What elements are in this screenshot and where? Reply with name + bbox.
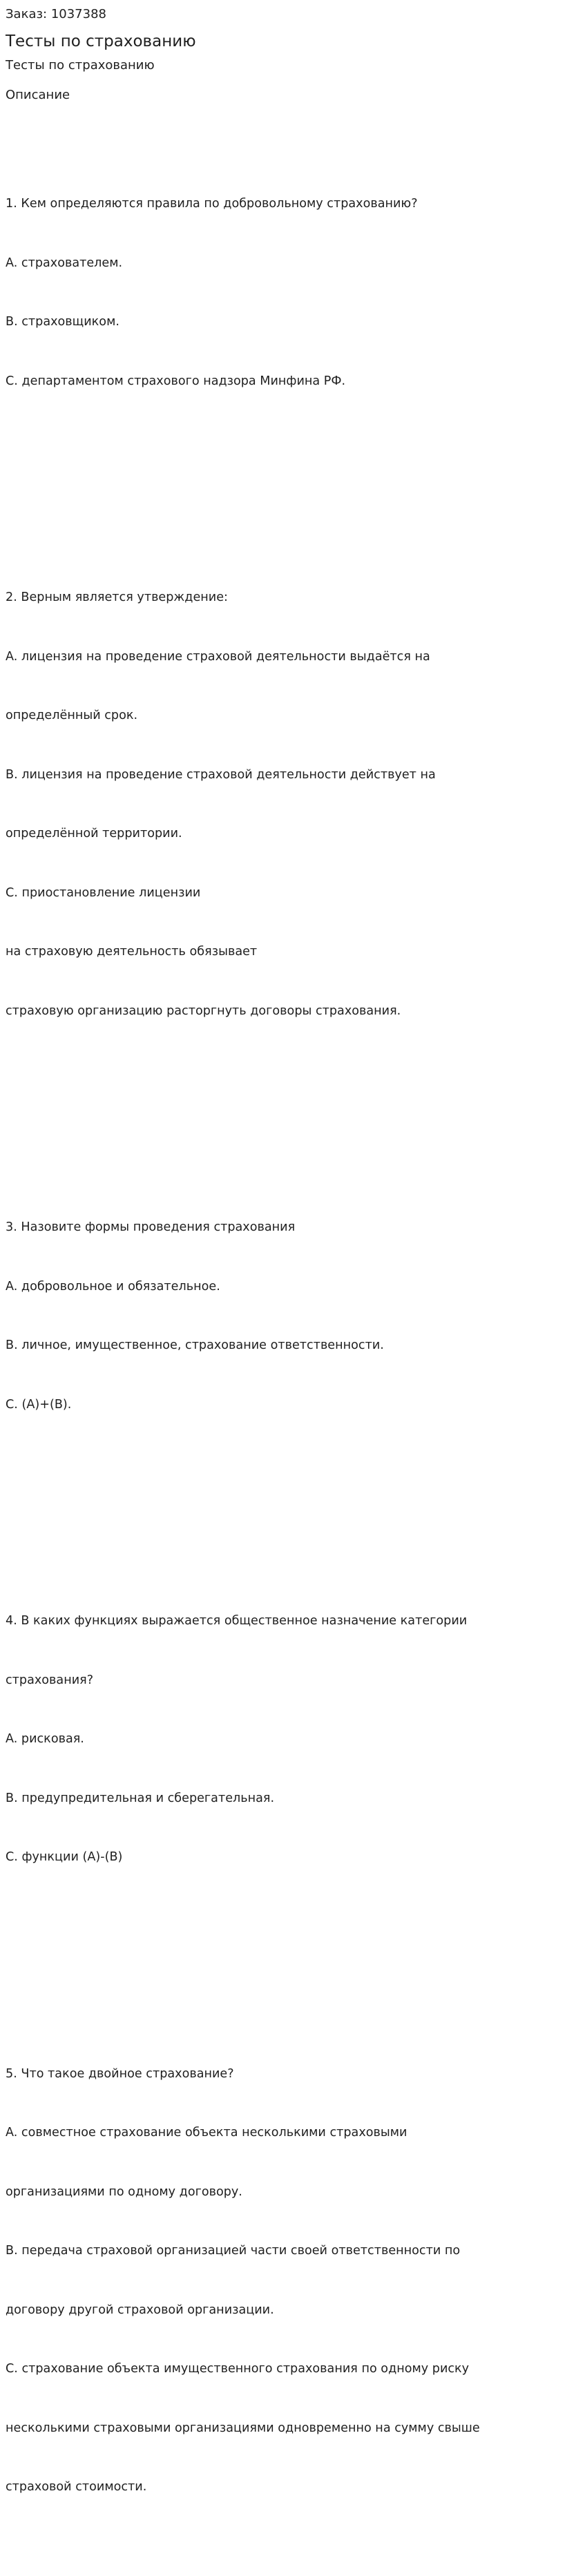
question-2-option-c-cont: на страховую деятельность обязывает	[6, 945, 258, 959]
question-2-option-b-cont: определённой территории.	[6, 827, 182, 840]
question-5-option-b-cont: договору другой страховой организации.	[6, 2303, 274, 2317]
question-5-option-b: B. передача страховой организацией части своей ответственности по	[6, 2244, 461, 2258]
order-number: Заказ: 1037388	[6, 7, 106, 21]
question-5-option-c: C. страхование объекта имущественного страхования по одному риску	[6, 2362, 470, 2376]
question-1-option-a: A. страхователем.	[6, 256, 123, 270]
question-2-option-c-cont2: страховую организацию расторгнуть договоры страхования.	[6, 1003, 401, 1018]
question-spacer	[6, 1099, 579, 1119]
question-block-2	[6, 548, 579, 1060]
question-4-text: 4. В каких функциях выражается общественное назначение категории	[6, 1614, 468, 1628]
question-1-option-b: B. страховщиком.	[6, 315, 119, 329]
question-3-option-a: A. добровольное и обязательное.	[6, 1279, 220, 1294]
question-4-option-c: C. функции (A)-(B)	[6, 1850, 123, 1864]
question-2-option-b: B. лицензия на проведение страховой деятельности действует на	[6, 767, 436, 782]
description-label: Описание	[6, 88, 70, 102]
question-2-option-c: C. приостановление лицензии	[6, 885, 201, 900]
question-block-3	[6, 1178, 579, 1454]
question-5-option-c-cont: несколькими страховыми организациями одновременно на сумму свыше	[6, 2421, 480, 2435]
page-subtitle: Тесты по страхованию	[6, 58, 155, 73]
question-5-option-a: A. совместное страхование объекта несколькими страховыми	[6, 2126, 407, 2140]
questions-body	[6, 115, 579, 2576]
page-title: Тесты по страхованию	[6, 32, 196, 50]
question-4-option-a: A. рисковая.	[6, 1732, 84, 1746]
question-1-option-c: C. департаментом страхового надзора Минфина РФ.	[6, 374, 346, 388]
question-block-5	[6, 2025, 579, 2537]
question-3-text: 3. Назовите формы проведения страхования	[6, 1220, 296, 1234]
question-2-option-a-cont: определённый срок.	[6, 709, 138, 722]
question-1-text: 1. Кем определяются правила по добровольному страхованию?	[6, 197, 418, 211]
question-spacer	[6, 1493, 579, 1513]
question-4-option-b: B. предупредительная и сберегательная.	[6, 1791, 275, 1805]
question-block-4	[6, 1572, 579, 1907]
question-block-1	[6, 155, 579, 430]
question-4-text-cont: страхования?	[6, 1673, 94, 1687]
question-5-text: 5. Что такое двойное страхование?	[6, 2066, 234, 2081]
question-2-text: 2. Верным является утверждение:	[6, 590, 228, 604]
question-5-option-a-cont: организациями по одному договору.	[6, 2184, 242, 2199]
question-5-option-c-cont2: страховой стоимости.	[6, 2480, 147, 2494]
question-3-option-b: B. личное, имущественное, страхование ответственности.	[6, 1338, 384, 1352]
question-2-option-a: A. лицензия на проведение страховой деятельности выдаётся на	[6, 649, 430, 664]
question-3-option-c: C. (A)+(B).	[6, 1397, 72, 1412]
question-spacer	[6, 1946, 579, 1966]
question-spacer	[6, 470, 579, 490]
